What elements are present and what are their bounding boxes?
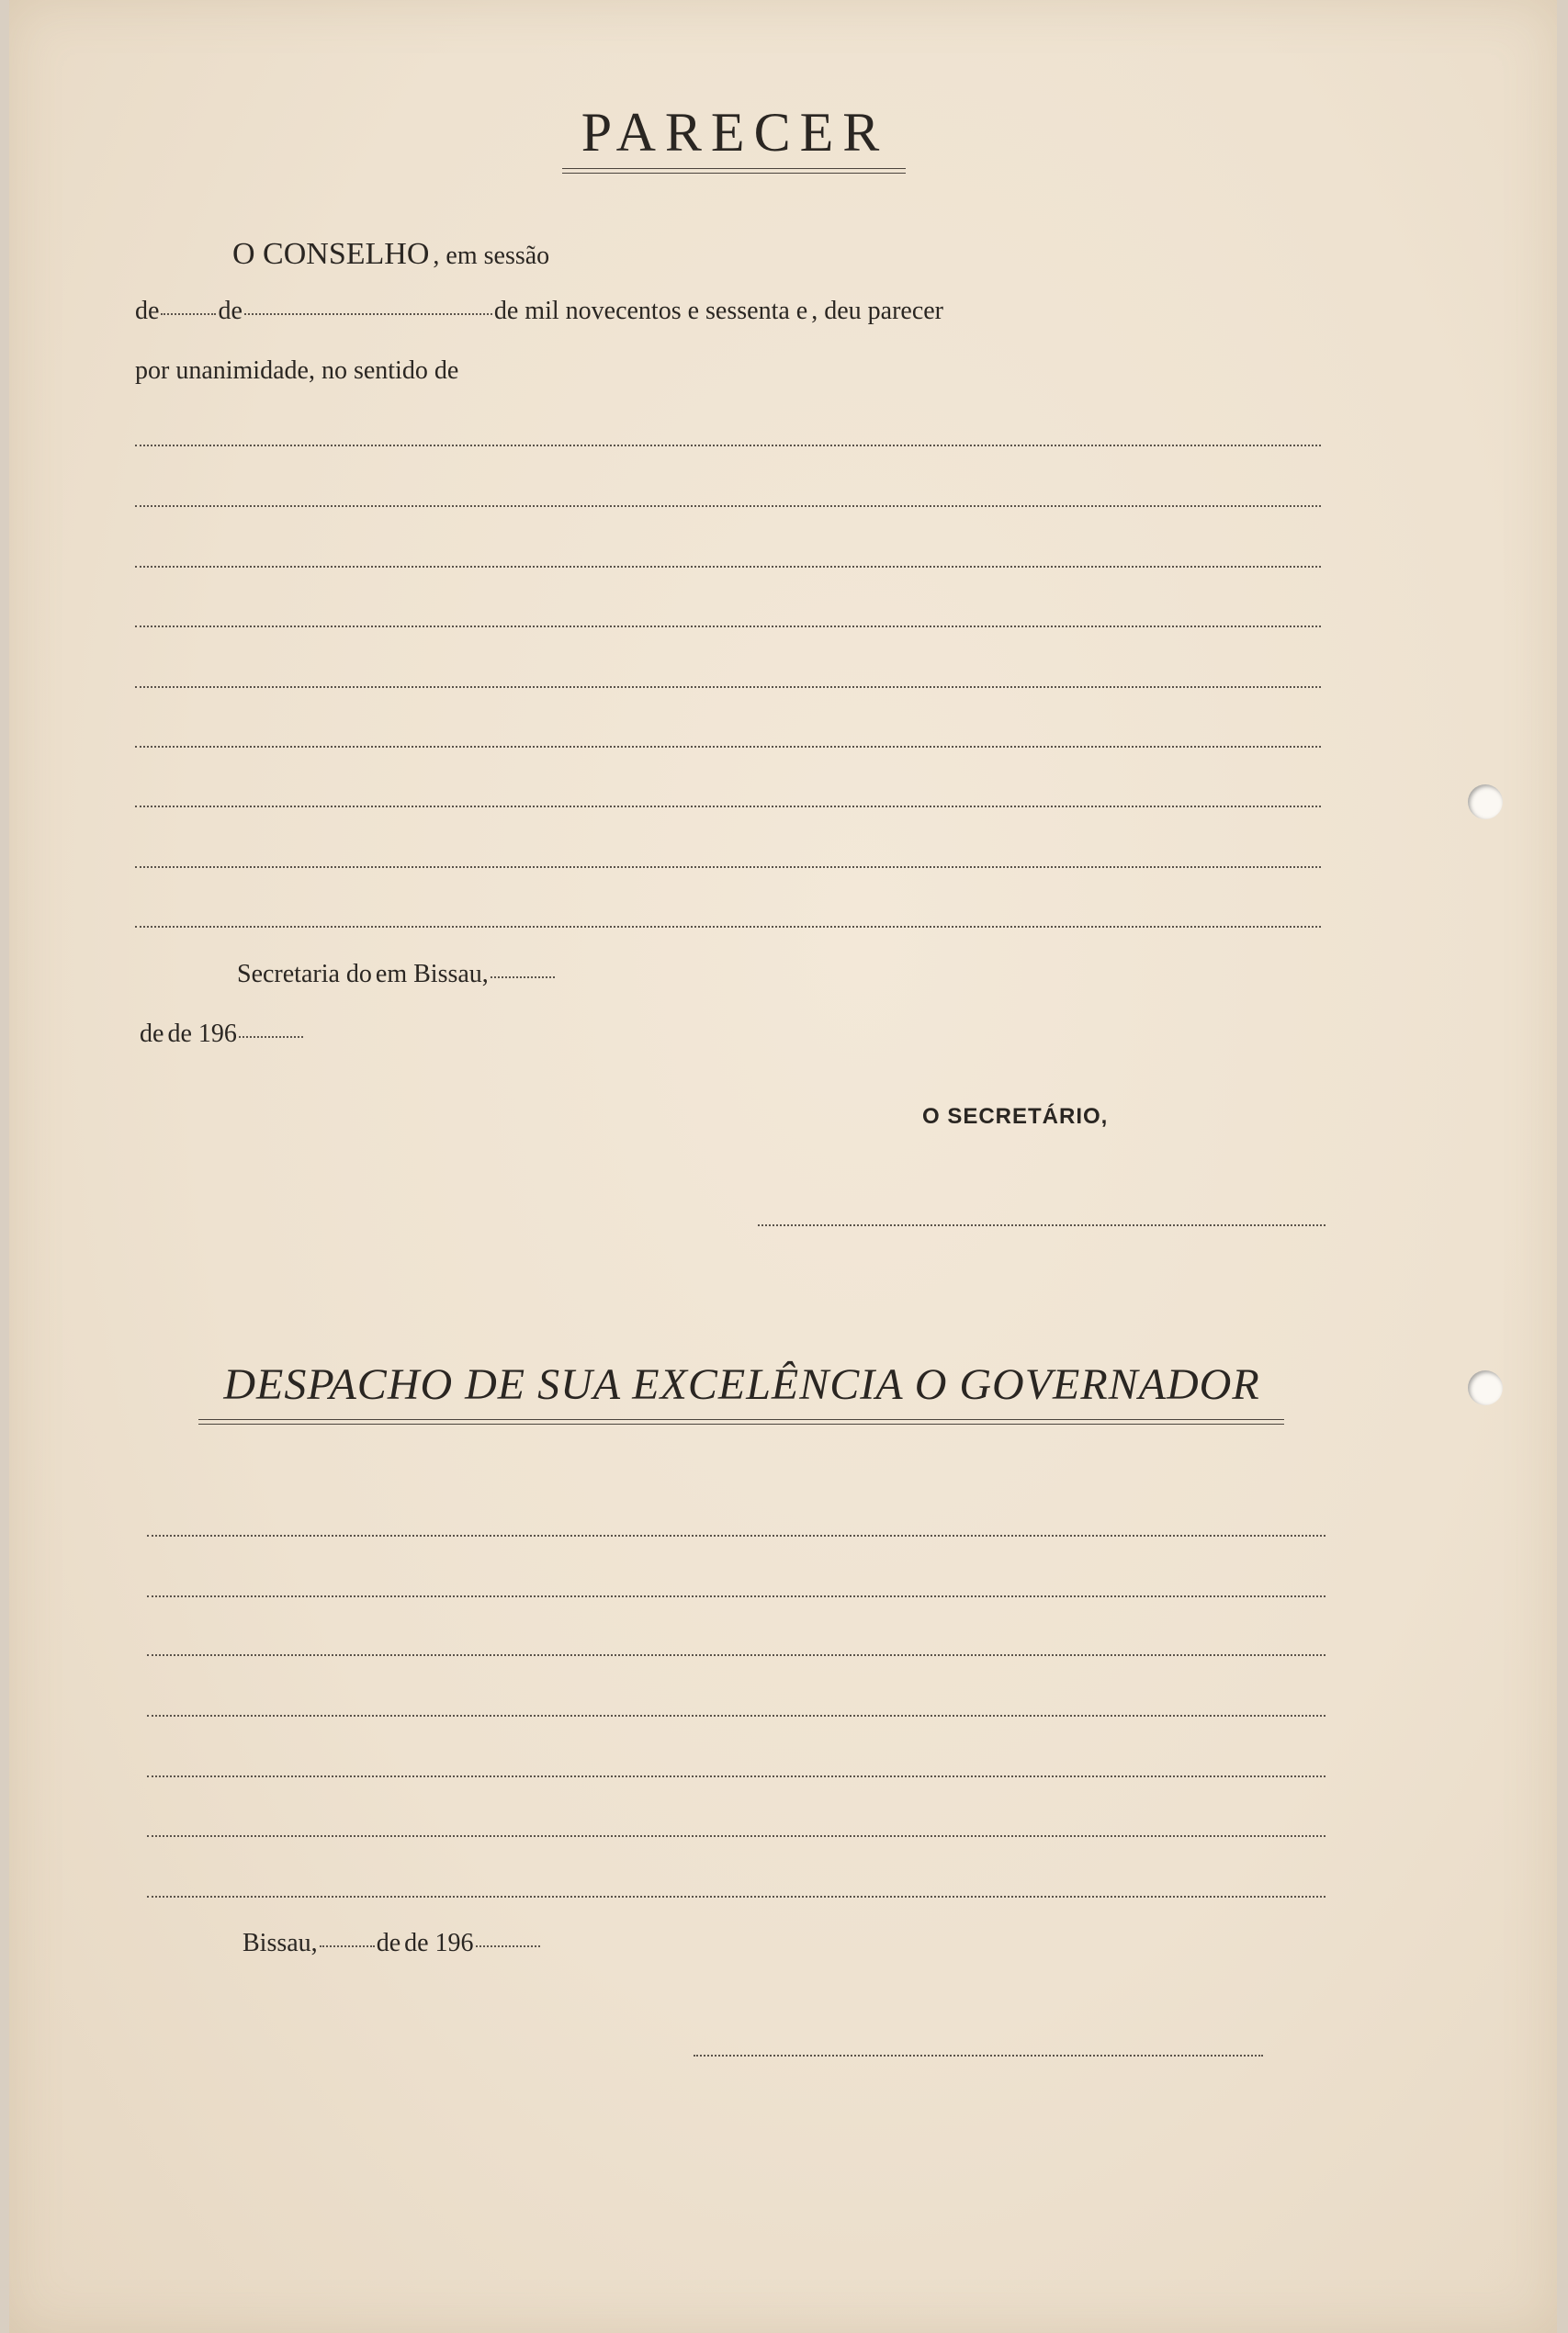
bissau-label: em Bissau, <box>375 960 489 988</box>
parecer-line-6[interactable] <box>135 746 1321 748</box>
day-field[interactable] <box>161 313 216 315</box>
despacho-line-2[interactable] <box>147 1595 1325 1597</box>
year-prefix-label: de mil novecentos e sessenta e <box>493 297 808 325</box>
parecer-line-9[interactable] <box>135 926 1321 928</box>
page-title: PARECER <box>581 102 889 163</box>
parecer-line-4[interactable] <box>135 626 1321 627</box>
secretaria-year-label: de 196 <box>167 1020 237 1048</box>
conselho-line <box>232 237 1321 272</box>
secretario-label: O SECRETÁRIO, <box>922 1104 1109 1129</box>
parecer-line-5[interactable] <box>135 686 1321 688</box>
parecer-label: , deu parecer <box>811 297 944 325</box>
despacho-year-label: de 196 <box>404 1929 474 1957</box>
despacho-de-label: de <box>376 1929 401 1957</box>
parecer-line-8[interactable] <box>135 866 1321 868</box>
date-de-label-2: de <box>218 297 243 325</box>
despacho-underline <box>198 1419 1284 1420</box>
parecer-line-2[interactable] <box>135 505 1321 507</box>
punch-hole-lower <box>1468 1370 1503 1405</box>
date-line <box>135 297 1321 326</box>
despacho-line-5[interactable] <box>147 1775 1325 1777</box>
form-sheet <box>9 0 1557 2333</box>
despacho-date-line <box>243 1929 945 1958</box>
bissau-day-field[interactable] <box>491 976 555 978</box>
despacho-line-4[interactable] <box>147 1715 1325 1717</box>
secretaria-de-label: de <box>140 1020 164 1048</box>
conselho-label: O CONSELHO <box>232 237 430 271</box>
despacho-line-7[interactable] <box>147 1896 1325 1898</box>
sessao-label: , em sessão <box>433 242 550 270</box>
secretaria-line <box>237 960 1325 989</box>
title-underline <box>562 168 906 169</box>
parecer-line-7[interactable] <box>135 806 1321 807</box>
despacho-day-field[interactable] <box>320 1945 375 1947</box>
month-field[interactable] <box>244 313 492 315</box>
date-de-label-1: de <box>135 297 160 325</box>
secretaria-date-line <box>140 1020 773 1049</box>
despacho-place-label: Bissau, <box>243 1929 318 1957</box>
sentido-label: por unanimidade, no sentido de <box>135 356 459 385</box>
despacho-line-6[interactable] <box>147 1835 1325 1837</box>
governador-signature-line[interactable] <box>694 2055 1263 2057</box>
despacho-year-field[interactable] <box>476 1945 540 1947</box>
secretario-signature-line[interactable] <box>758 1224 1325 1226</box>
parecer-line-3[interactable] <box>135 566 1321 568</box>
title-underline-2 <box>562 173 906 174</box>
despacho-title: DESPACHO DE SUA EXCELÊNCIA O GOVERNADOR <box>223 1360 1260 1409</box>
punch-hole-upper <box>1468 784 1503 819</box>
despacho-line-3[interactable] <box>147 1654 1325 1656</box>
secretaria-label: Secretaria do <box>237 960 372 988</box>
despacho-line-1[interactable] <box>147 1535 1325 1537</box>
secretaria-year-field[interactable] <box>239 1036 303 1038</box>
parecer-line-1[interactable] <box>135 445 1321 446</box>
despacho-underline-2 <box>198 1424 1284 1425</box>
sentido-line <box>135 356 1321 386</box>
